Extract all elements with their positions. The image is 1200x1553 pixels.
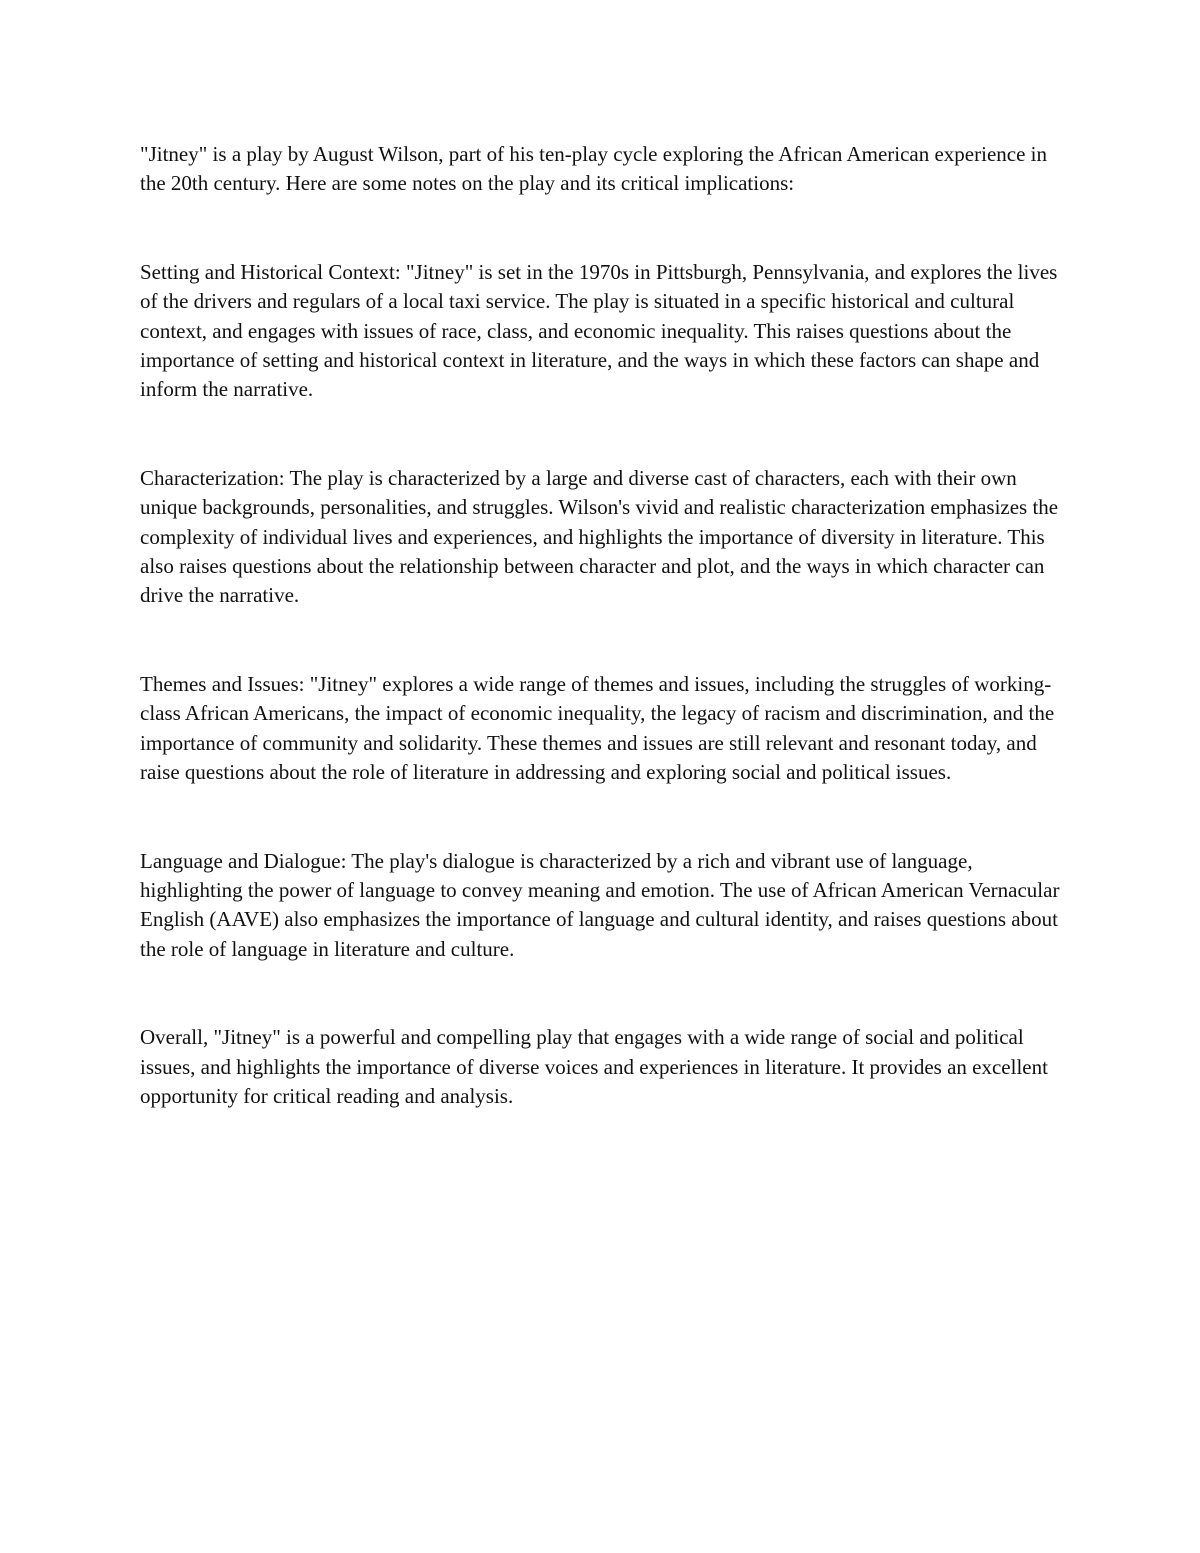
themes-paragraph: Themes and Issues: "Jitney" explores a wide range of themes and issues, including the struggles of working-class African Americans, the impact of economic inequality, the legacy of racism and discrimination, and the importance of community and solidarity. These themes and issues are still relevant and resonant today, and raise questions about the role of literature in addressing and exploring social and political issues. [140,671,1055,785]
intro-paragraph: "Jitney" is a play by August Wilson, part of his ten-play cycle exploring the African American experience in the 20th century. Here are some notes on the play and its critical implications: [140,142,1047,196]
setting-paragraph: Setting and Historical Context: "Jitney" is set in the 1970s in Pittsburgh, Pennsylvania, and explores the lives of the drivers and regulars of a local taxi service. The play is situated in a specific historical and cultural context, and engages with issues of race, class, and economic inequality. This raises questions about the importance of setting and historical context in literature, and the ways in which these factors can shape and inform the narrative. [140,259,1058,402]
document-body [140,140,1062,1170]
language-paragraph: Language and Dialogue: The play's dialogue is characterized by a rich and vibrant use of language, highlighting the power of language to convey meaning and emotion. The use of African American Vernacular English (AAVE) also emphasizes the importance of language and cultural identity, and raises questions about the role of language in literature and culture. [140,848,1060,961]
overall-paragraph: Overall, "Jitney" is a powerful and compelling play that engages with a wide range of social and political issues, and highlights the importance of diverse voices and experiences in literature. It provides an excellent opportunity for critical reading and analysis. [140,1025,1048,1108]
characterization-paragraph: Characterization: The play is characterized by a large and diverse cast of characters, each with their own unique backgrounds, personalities, and struggles. Wilson's vivid and realistic characterization emphasizes the complexity of individual lives and experiences, and highlights the importance of diversity in literature. This also raises questions about the relationship between character and plot, and the ways in which character can drive the narrative. [140,465,1059,608]
